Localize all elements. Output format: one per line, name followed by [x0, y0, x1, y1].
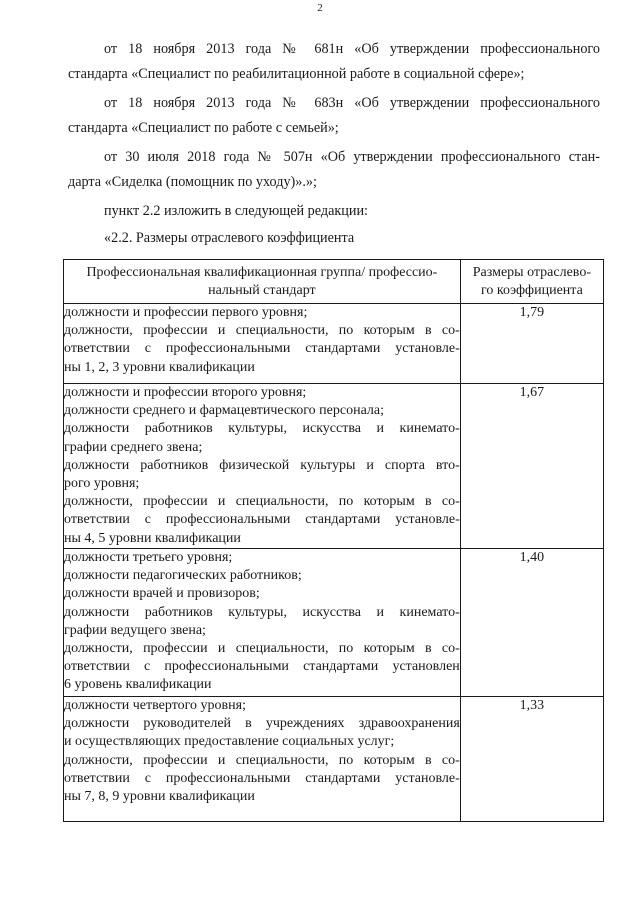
- row-description: [64, 384, 461, 549]
- page-number: 2: [317, 2, 323, 14]
- row-description: [64, 697, 461, 822]
- row-line: должности работников культуры, искусства и кинемато-: [64, 421, 460, 437]
- row-line: должности, профессии и специальности, по которым в со-: [64, 752, 460, 768]
- row-line: рого уровня;: [64, 476, 140, 492]
- row-line: должности четвертого уровня;: [64, 698, 246, 713]
- paragraph-line: дарта «Сиделка (помощник по уходу)».»;: [68, 174, 317, 190]
- row-line: должности работников культуры, искусства и кинемато-: [64, 604, 460, 620]
- paragraph-line: от 30 июля 2018 года № 507н «Об утверждении профессионального стан-: [104, 149, 600, 165]
- row-line: ответствии с профессиональными стандартами установле-: [64, 770, 460, 786]
- coefficient-table: [63, 259, 604, 822]
- paragraph-order-681n: [68, 37, 600, 87]
- paragraph-line: стандарта «Специалист по работе с семьей»;: [68, 120, 339, 136]
- paragraph-line: от 18 ноября 2013 года № 683н «Об утверждении профессионального: [104, 95, 600, 111]
- table-row: [64, 697, 604, 822]
- row-line: графии среднего звена;: [64, 439, 203, 455]
- row-line: должности руководителей в учреждениях здравоохранения: [64, 716, 460, 732]
- table-row: [64, 549, 604, 697]
- header-qualification-group: [64, 260, 461, 304]
- row-coefficient-value: 1,79: [460, 304, 603, 384]
- header-line: нальный стандарт: [208, 282, 316, 298]
- row-line: должности и профессии второго уровня;: [64, 385, 307, 400]
- row-line: ответствии с профессиональными стандартами установле-: [64, 512, 460, 528]
- paragraph-order-507n: [68, 145, 600, 195]
- paragraph-order-683n: [68, 91, 600, 141]
- row-line: ны 7, 8, 9 уровни квалификации: [64, 789, 255, 805]
- row-line: ны 4, 5 уровни квалификации: [64, 530, 241, 546]
- row-coefficient-value: 1,67: [460, 384, 603, 549]
- row-line: графии ведущего звена;: [64, 622, 206, 638]
- row-line: ответствии с профессиональными стандартами установле-: [64, 341, 460, 357]
- section-title: «2.2. Размеры отраслевого коэффициента: [104, 230, 355, 246]
- row-line: и осуществляющих предоставление социальных услуг;: [64, 734, 395, 750]
- row-line: ны 1, 2, 3 уровни квалификации: [64, 359, 255, 375]
- paragraph-line: от 18 ноября 2013 года № 681н «Об утверждении профессионального: [104, 41, 600, 57]
- paragraph-line: стандарта «Специалист по реабилитационной работе в социальной сфере»;: [68, 66, 525, 82]
- row-line: ответствии с профессиональными стандартами установлен: [64, 659, 460, 675]
- table-row: [64, 304, 604, 384]
- header-line: Профессиональная квалификационная группа/ профессио-: [86, 265, 438, 280]
- row-line: должности и профессии первого уровня;: [64, 305, 308, 320]
- header-line: го коэффициента: [480, 282, 583, 298]
- row-line: должности, профессии и специальности, по которым в со-: [64, 494, 460, 510]
- row-coefficient-value: 1,33: [460, 697, 603, 822]
- header-coefficient-size: [460, 260, 603, 304]
- row-line: должности третьего уровня;: [64, 550, 233, 565]
- row-line: должности, профессии и специальности, по которым в со-: [64, 323, 460, 339]
- clause-instruction: пункт 2.2 изложить в следующей редакции:: [104, 203, 368, 219]
- row-line: должности среднего и фармацевтического персонала;: [64, 403, 384, 419]
- row-line: должности педагогических работников;: [64, 568, 302, 584]
- row-description: [64, 304, 461, 384]
- row-line: должности работников физической культуры и спорта вто-: [64, 457, 460, 473]
- row-coefficient-value: 1,40: [460, 549, 603, 697]
- header-line: Размеры отраслево-: [472, 265, 591, 280]
- table-header-row: [64, 260, 604, 304]
- row-line: должности врачей и провизоров;: [64, 586, 260, 602]
- row-description: [64, 549, 461, 697]
- row-line: 6 уровень квалификации: [64, 677, 212, 693]
- table-row: [64, 384, 604, 549]
- row-line: должности, профессии и специальности, по которым в со-: [64, 641, 460, 657]
